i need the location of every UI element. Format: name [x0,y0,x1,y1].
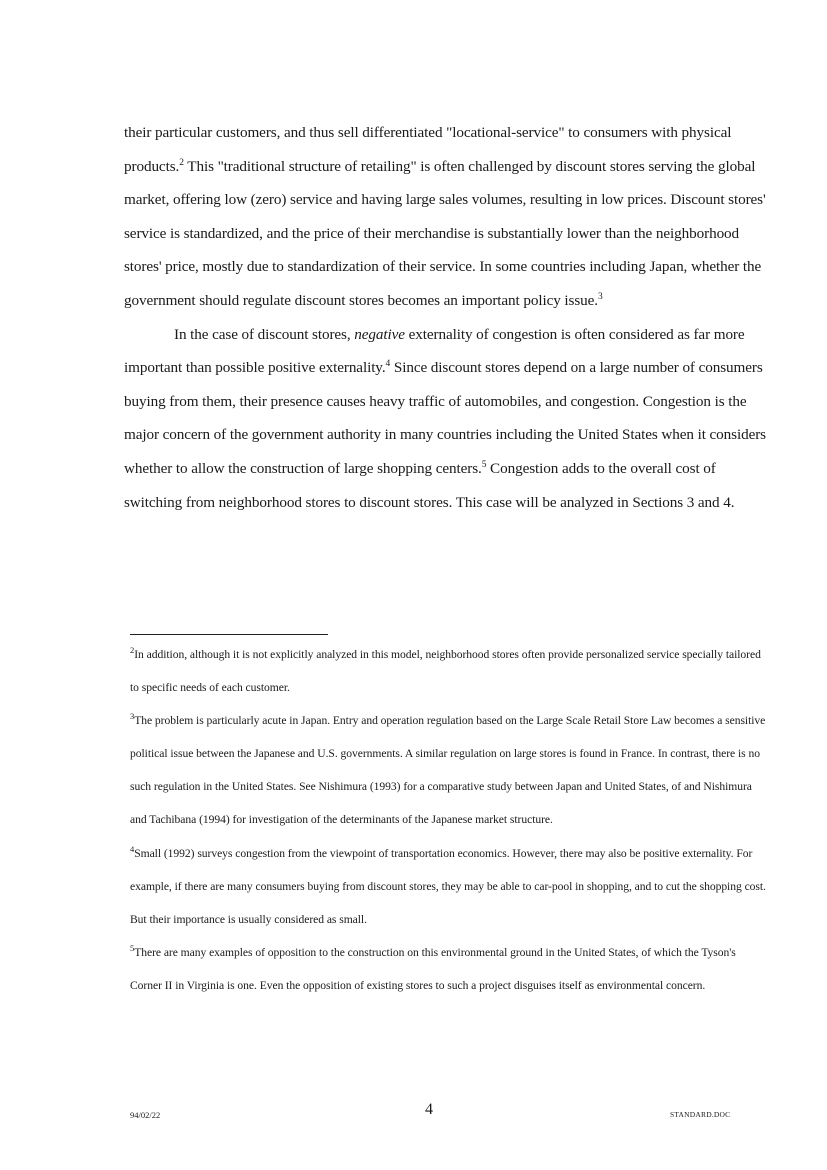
footnotes [130,638,770,1002]
paragraph-2-text-d: Congestion adds to the overall cost of switching from neighborhood stores to discount stores. This case will be analyzed in Sections 3 and 4. [124,459,735,511]
footnote-ref-5[interactable]: 5 [481,459,487,470]
page-number: 4 [425,1101,433,1118]
footnote-text: In addition, although it is not explicitly analyzed in this model, neighborhood stores often provide personalized service specially tailored to specific needs of each customer. [130,648,761,695]
paragraph-2-text-b: externality of congestion is often considered as far more important than possible positive externality. [124,325,745,377]
paragraph-1 [124,116,769,318]
footer-filename: STANDARD.DOC [670,1110,731,1119]
paragraph-2-text-c: Since discount stores depend on a large number of consumers buying from them, their presence causes heavy traffic of automobiles, and congestion. Congestion is the major concern of the government authority in many countries including the United States when it considers whether to allow the construction of large shopping centers. [124,359,766,477]
footnote-ref-2[interactable]: 2 [179,157,184,168]
footnote-5 [130,936,770,1002]
page-footer [0,1098,827,1128]
footnote-ref-3[interactable]: 3 [597,291,603,302]
body-text [124,116,769,519]
footnote-text: The problem is particularly acute in Japan. Entry and operation regulation based on the Large Scale Retail Store Law becomes a sensitive political issue between the Japanese and U.S. governments. A similar regulation on large stores is found in France. In contrast, there is no such regulation in the United States. See Nishimura (1993) for a comparative study between Japan and United States, of and Nishimura and Tachibana (1994) for investigation of the determinants of the Japanese market structure. [130,714,766,827]
footnote-mark: 3 [130,711,135,722]
footnote-2 [130,638,770,704]
footnote-3 [130,704,770,836]
footer-date: 94/02/22 [130,1110,161,1120]
footnote-text: Small (1992) surveys congestion from the viewpoint of transportation economics. However, there may also be positive externality. For example, if there are many consumers buying from discount stores, they may be able to car-pool in shopping, and to cut the shopping cost. But their importance is usually considered as small. [130,846,766,926]
paragraph-2-emphasis: negative [354,325,405,343]
footnote-text: There are many examples of opposition to the construction on this environmental ground in the United States, of which the Tyson's Corner II in Virginia is one. Even the opposition of existing stores to such a project disguises itself as environmental concern. [130,945,736,992]
footnote-mark: 4 [130,843,135,854]
footnote-ref-4[interactable]: 4 [385,359,391,370]
paragraph-2 [124,318,769,520]
footnote-mark: 2 [130,645,135,656]
paragraph-1-text-a: their particular customers, and thus sell differentiated "locational-service" to consumers with physical products. [124,124,732,175]
footnote-mark: 5 [130,942,135,953]
paragraph-1-text-b: This "traditional structure of retailing" is often challenged by discount stores serving the global market, offering low (zero) service and having large sales volumes, resulting in low prices. Discount stores' service is standardized, and the price of their merchandise is substantially lower than the neighborhood stores' price, mostly due to standardization of their service. In some countries including Japan, whether the government should regulate discount stores becomes an important policy issue. [124,157,766,309]
paragraph-2-text-a: In the case of discount stores, [174,325,355,343]
footnote-divider [130,634,328,635]
footnote-4 [130,837,770,936]
